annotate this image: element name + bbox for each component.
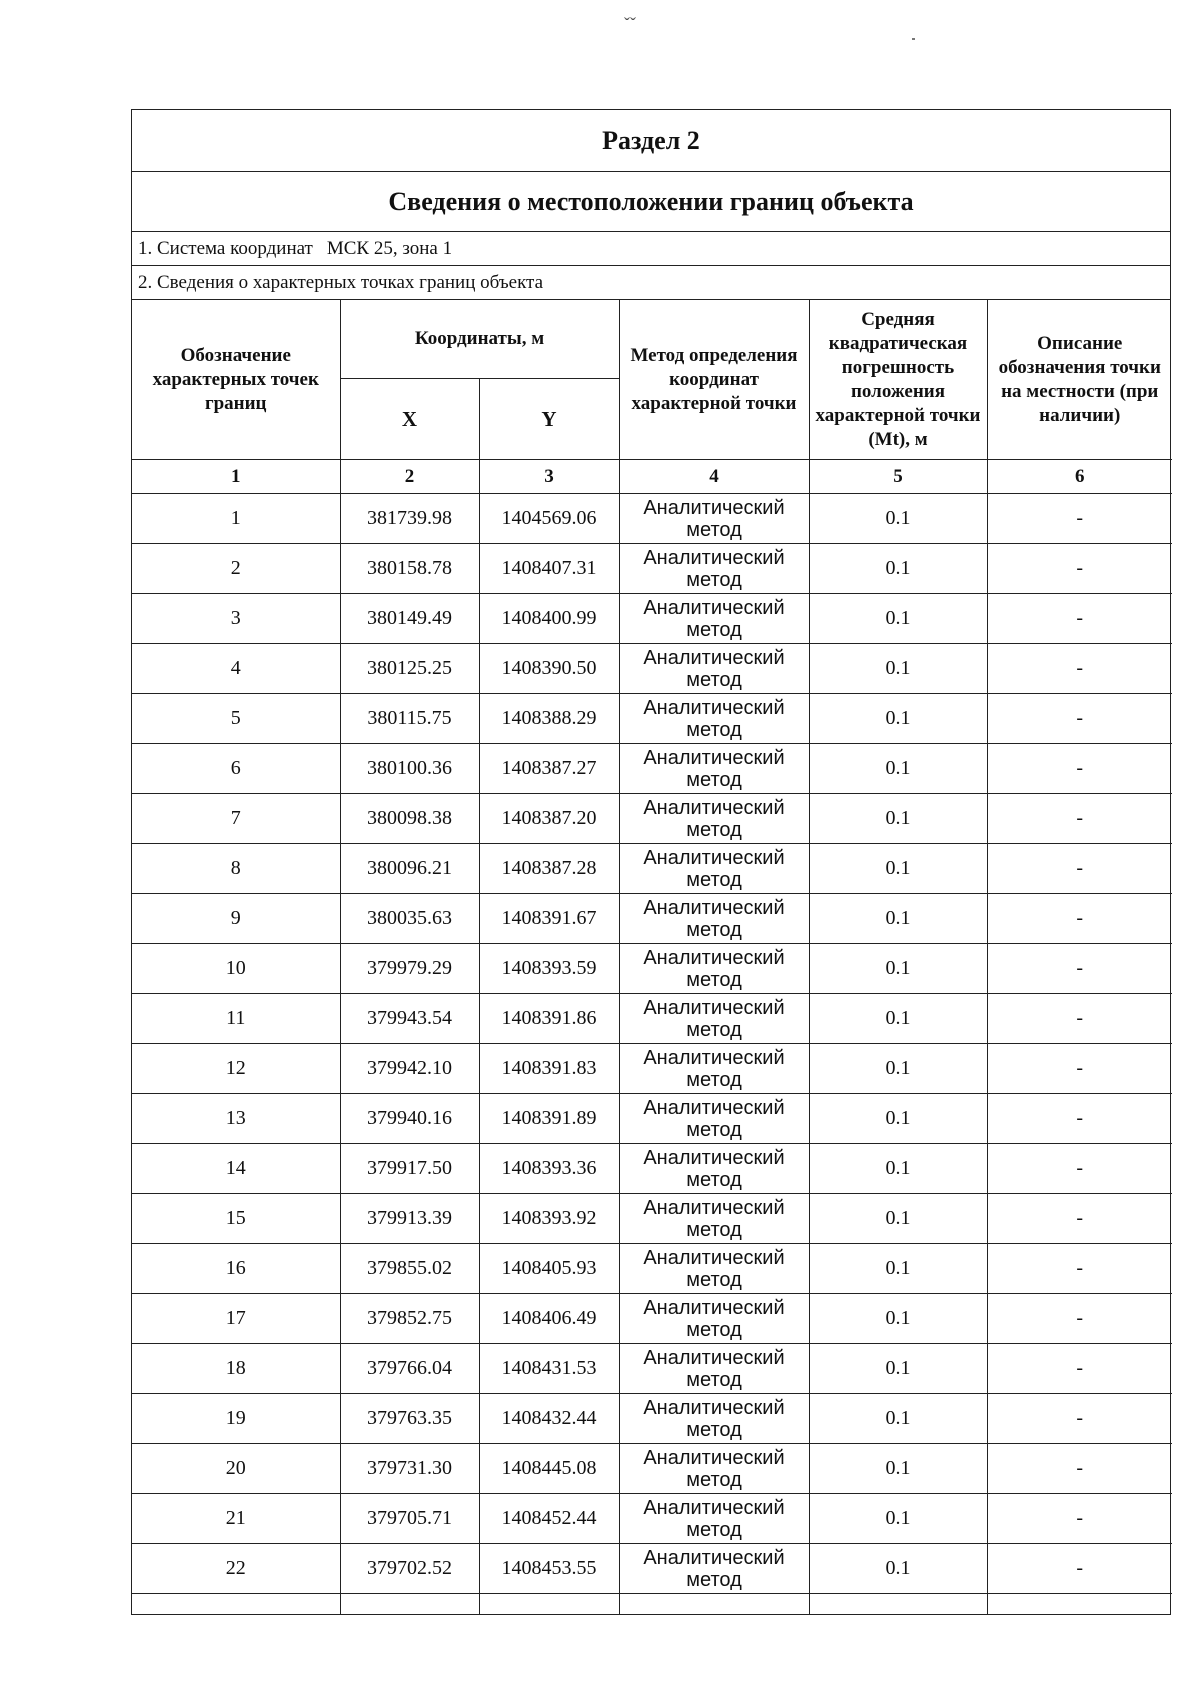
error-cell: 0.1 bbox=[809, 1494, 987, 1544]
error-cell: 0.1 bbox=[809, 1344, 987, 1394]
x-coordinate-cell: 380098.38 bbox=[340, 794, 479, 844]
table-row bbox=[132, 1344, 1172, 1394]
x-coordinate-cell: 379940.16 bbox=[340, 1094, 479, 1144]
table-row bbox=[132, 1144, 1172, 1194]
col-header-x: X bbox=[340, 379, 479, 460]
error-cell: 0.1 bbox=[809, 944, 987, 994]
error-cell: 0.1 bbox=[809, 694, 987, 744]
x-coordinate-cell: 380096.21 bbox=[340, 844, 479, 894]
method-cell: Аналитический метод bbox=[619, 1444, 809, 1494]
x-coordinate-cell: 380125.25 bbox=[340, 644, 479, 694]
method-cell: Аналитический метод bbox=[619, 644, 809, 694]
x-coordinate-cell: 379979.29 bbox=[340, 944, 479, 994]
point-number-cell: 9 bbox=[132, 894, 340, 944]
table-row bbox=[132, 494, 1172, 544]
empty-cell bbox=[619, 1594, 809, 1615]
error-cell: 0.1 bbox=[809, 744, 987, 794]
y-coordinate-cell: 1404569.06 bbox=[479, 494, 619, 544]
point-number-cell: 1 bbox=[132, 494, 340, 544]
error-cell: 0.1 bbox=[809, 1444, 987, 1494]
table-row bbox=[132, 1444, 1172, 1494]
empty-cell bbox=[809, 1594, 987, 1615]
point-number-cell: 8 bbox=[132, 844, 340, 894]
description-cell: - bbox=[987, 1394, 1172, 1444]
y-coordinate-cell: 1408431.53 bbox=[479, 1344, 619, 1394]
method-cell: Аналитический метод bbox=[619, 544, 809, 594]
error-cell: 0.1 bbox=[809, 494, 987, 544]
col-header-y: Y bbox=[479, 379, 619, 460]
error-cell: 0.1 bbox=[809, 1044, 987, 1094]
error-cell: 0.1 bbox=[809, 1094, 987, 1144]
description-cell: - bbox=[987, 1144, 1172, 1194]
x-coordinate-cell: 379913.39 bbox=[340, 1194, 479, 1244]
x-coordinate-cell: 379763.35 bbox=[340, 1394, 479, 1444]
col-header-description: Описание обозначения точки на местности (при наличии) bbox=[987, 300, 1172, 460]
table-row bbox=[132, 1194, 1172, 1244]
col-header-error: Средняя квадратическая погрешность положения характерной точки (Mt), м bbox=[809, 300, 987, 460]
y-coordinate-cell: 1408407.31 bbox=[479, 544, 619, 594]
point-number-cell: 4 bbox=[132, 644, 340, 694]
x-coordinate-cell: 379917.50 bbox=[340, 1144, 479, 1194]
method-cell: Аналитический метод bbox=[619, 594, 809, 644]
x-coordinate-cell: 380035.63 bbox=[340, 894, 479, 944]
scan-speck bbox=[912, 38, 915, 40]
x-coordinate-cell: 379702.52 bbox=[340, 1544, 479, 1594]
method-cell: Аналитический метод bbox=[619, 744, 809, 794]
table-row bbox=[132, 1394, 1172, 1444]
method-cell: Аналитический метод bbox=[619, 1544, 809, 1594]
point-number-cell: 18 bbox=[132, 1344, 340, 1394]
table-row bbox=[132, 844, 1172, 894]
col-header-method: Метод определения координат характерной точки bbox=[619, 300, 809, 460]
point-number-cell: 21 bbox=[132, 1494, 340, 1544]
method-cell: Аналитический метод bbox=[619, 1094, 809, 1144]
x-coordinate-cell: 379942.10 bbox=[340, 1044, 479, 1094]
method-cell: Аналитический метод bbox=[619, 1044, 809, 1094]
point-number-cell: 17 bbox=[132, 1294, 340, 1344]
description-cell: - bbox=[987, 794, 1172, 844]
x-coordinate-cell: 379852.75 bbox=[340, 1294, 479, 1344]
point-number-cell: 14 bbox=[132, 1144, 340, 1194]
point-number-cell: 15 bbox=[132, 1194, 340, 1244]
error-cell: 0.1 bbox=[809, 644, 987, 694]
error-cell: 0.1 bbox=[809, 1194, 987, 1244]
x-coordinate-cell: 379731.30 bbox=[340, 1444, 479, 1494]
empty-cell bbox=[987, 1594, 1172, 1615]
method-cell: Аналитический метод bbox=[619, 794, 809, 844]
description-cell: - bbox=[987, 494, 1172, 544]
point-number-cell: 10 bbox=[132, 944, 340, 994]
error-cell: 0.1 bbox=[809, 794, 987, 844]
description-cell: - bbox=[987, 1444, 1172, 1494]
points-heading: 2. Сведения о характерных точках границ объекта bbox=[132, 266, 1170, 300]
error-cell: 0.1 bbox=[809, 894, 987, 944]
y-coordinate-cell: 1408452.44 bbox=[479, 1494, 619, 1544]
description-cell: - bbox=[987, 944, 1172, 994]
point-number-cell: 11 bbox=[132, 994, 340, 1044]
x-coordinate-cell: 379855.02 bbox=[340, 1244, 479, 1294]
point-number-cell: 12 bbox=[132, 1044, 340, 1094]
x-coordinate-cell: 380100.36 bbox=[340, 744, 479, 794]
method-cell: Аналитический метод bbox=[619, 694, 809, 744]
y-coordinate-cell: 1408400.99 bbox=[479, 594, 619, 644]
coord-system-label: 1. Система координат bbox=[138, 238, 313, 259]
col-number: 5 bbox=[809, 460, 987, 494]
table-row bbox=[132, 1044, 1172, 1094]
method-cell: Аналитический метод bbox=[619, 1344, 809, 1394]
table-row bbox=[132, 644, 1172, 694]
description-cell: - bbox=[987, 594, 1172, 644]
y-coordinate-cell: 1408391.83 bbox=[479, 1044, 619, 1094]
description-cell: - bbox=[987, 844, 1172, 894]
y-coordinate-cell: 1408387.27 bbox=[479, 744, 619, 794]
document-frame bbox=[131, 109, 1171, 1615]
description-cell: - bbox=[987, 894, 1172, 944]
y-coordinate-cell: 1408387.20 bbox=[479, 794, 619, 844]
y-coordinate-cell: 1408453.55 bbox=[479, 1544, 619, 1594]
col-number: 1 bbox=[132, 460, 340, 494]
table-row bbox=[132, 1494, 1172, 1544]
col-number: 3 bbox=[479, 460, 619, 494]
method-cell: Аналитический метод bbox=[619, 894, 809, 944]
y-coordinate-cell: 1408391.89 bbox=[479, 1094, 619, 1144]
description-cell: - bbox=[987, 694, 1172, 744]
x-coordinate-cell: 379705.71 bbox=[340, 1494, 479, 1544]
y-coordinate-cell: 1408445.08 bbox=[479, 1444, 619, 1494]
table-row bbox=[132, 1294, 1172, 1344]
description-cell: - bbox=[987, 1044, 1172, 1094]
table-row bbox=[132, 694, 1172, 744]
x-coordinate-cell: 380158.78 bbox=[340, 544, 479, 594]
y-coordinate-cell: 1408391.86 bbox=[479, 994, 619, 1044]
col-number: 2 bbox=[340, 460, 479, 494]
empty-cell bbox=[479, 1594, 619, 1615]
method-cell: Аналитический метод bbox=[619, 844, 809, 894]
y-coordinate-cell: 1408390.50 bbox=[479, 644, 619, 694]
method-cell: Аналитический метод bbox=[619, 1144, 809, 1194]
point-number-cell: 13 bbox=[132, 1094, 340, 1144]
point-number-cell: 7 bbox=[132, 794, 340, 844]
error-cell: 0.1 bbox=[809, 594, 987, 644]
table-row bbox=[132, 944, 1172, 994]
method-cell: Аналитический метод bbox=[619, 1244, 809, 1294]
coord-system-value: МСК 25, зона 1 bbox=[326, 238, 453, 259]
error-cell: 0.1 bbox=[809, 1544, 987, 1594]
table-row bbox=[132, 1094, 1172, 1144]
section-subtitle: Сведения о местоположении границ объекта bbox=[132, 172, 1170, 232]
section-title: Раздел 2 bbox=[132, 110, 1170, 172]
x-coordinate-cell: 380115.75 bbox=[340, 694, 479, 744]
points-table-body bbox=[132, 494, 1172, 1615]
point-number-cell: 19 bbox=[132, 1394, 340, 1444]
col-header-designation: Обозначение характерных точек границ bbox=[132, 300, 340, 460]
y-coordinate-cell: 1408406.49 bbox=[479, 1294, 619, 1344]
description-cell: - bbox=[987, 1294, 1172, 1344]
error-cell: 0.1 bbox=[809, 994, 987, 1044]
description-cell: - bbox=[987, 1494, 1172, 1544]
description-cell: - bbox=[987, 1544, 1172, 1594]
description-cell: - bbox=[987, 1344, 1172, 1394]
y-coordinate-cell: 1408388.29 bbox=[479, 694, 619, 744]
y-coordinate-cell: 1408432.44 bbox=[479, 1394, 619, 1444]
method-cell: Аналитический метод bbox=[619, 1294, 809, 1344]
y-coordinate-cell: 1408393.59 bbox=[479, 944, 619, 994]
x-coordinate-cell: 379943.54 bbox=[340, 994, 479, 1044]
description-cell: - bbox=[987, 1094, 1172, 1144]
y-coordinate-cell: 1408387.28 bbox=[479, 844, 619, 894]
error-cell: 0.1 bbox=[809, 844, 987, 894]
empty-cell bbox=[132, 1594, 340, 1615]
table-empty-row bbox=[132, 1594, 1172, 1615]
y-coordinate-cell: 1408405.93 bbox=[479, 1244, 619, 1294]
x-coordinate-cell: 379766.04 bbox=[340, 1344, 479, 1394]
method-cell: Аналитический метод bbox=[619, 1394, 809, 1444]
description-cell: - bbox=[987, 644, 1172, 694]
error-cell: 0.1 bbox=[809, 1244, 987, 1294]
point-number-cell: 6 bbox=[132, 744, 340, 794]
method-cell: Аналитический метод bbox=[619, 994, 809, 1044]
table-row bbox=[132, 544, 1172, 594]
point-number-cell: 22 bbox=[132, 1544, 340, 1594]
error-cell: 0.1 bbox=[809, 544, 987, 594]
x-coordinate-cell: 380149.49 bbox=[340, 594, 479, 644]
error-cell: 0.1 bbox=[809, 1144, 987, 1194]
method-cell: Аналитический метод bbox=[619, 1494, 809, 1544]
table-row bbox=[132, 1244, 1172, 1294]
table-row bbox=[132, 1544, 1172, 1594]
point-number-cell: 3 bbox=[132, 594, 340, 644]
points-table bbox=[132, 300, 1172, 1614]
table-row bbox=[132, 594, 1172, 644]
y-coordinate-cell: 1408391.67 bbox=[479, 894, 619, 944]
col-number: 4 bbox=[619, 460, 809, 494]
x-coordinate-cell: 381739.98 bbox=[340, 494, 479, 544]
col-number: 6 bbox=[987, 460, 1172, 494]
point-number-cell: 2 bbox=[132, 544, 340, 594]
error-cell: 0.1 bbox=[809, 1394, 987, 1444]
description-cell: - bbox=[987, 1244, 1172, 1294]
coord-system-row bbox=[132, 232, 1170, 266]
description-cell: - bbox=[987, 994, 1172, 1044]
table-row bbox=[132, 894, 1172, 944]
method-cell: Аналитический метод bbox=[619, 944, 809, 994]
col-header-coordinates: Координаты, м bbox=[340, 300, 619, 379]
point-number-cell: 16 bbox=[132, 1244, 340, 1294]
description-cell: - bbox=[987, 744, 1172, 794]
point-number-cell: 20 bbox=[132, 1444, 340, 1494]
empty-cell bbox=[340, 1594, 479, 1615]
description-cell: - bbox=[987, 1194, 1172, 1244]
error-cell: 0.1 bbox=[809, 1294, 987, 1344]
table-row bbox=[132, 994, 1172, 1044]
description-cell: - bbox=[987, 544, 1172, 594]
y-coordinate-cell: 1408393.92 bbox=[479, 1194, 619, 1244]
method-cell: Аналитический метод bbox=[619, 1194, 809, 1244]
table-row bbox=[132, 744, 1172, 794]
method-cell: Аналитический метод bbox=[619, 494, 809, 544]
y-coordinate-cell: 1408393.36 bbox=[479, 1144, 619, 1194]
page-number-mark: ˬˬ bbox=[624, 0, 636, 20]
table-row bbox=[132, 794, 1172, 844]
point-number-cell: 5 bbox=[132, 694, 340, 744]
